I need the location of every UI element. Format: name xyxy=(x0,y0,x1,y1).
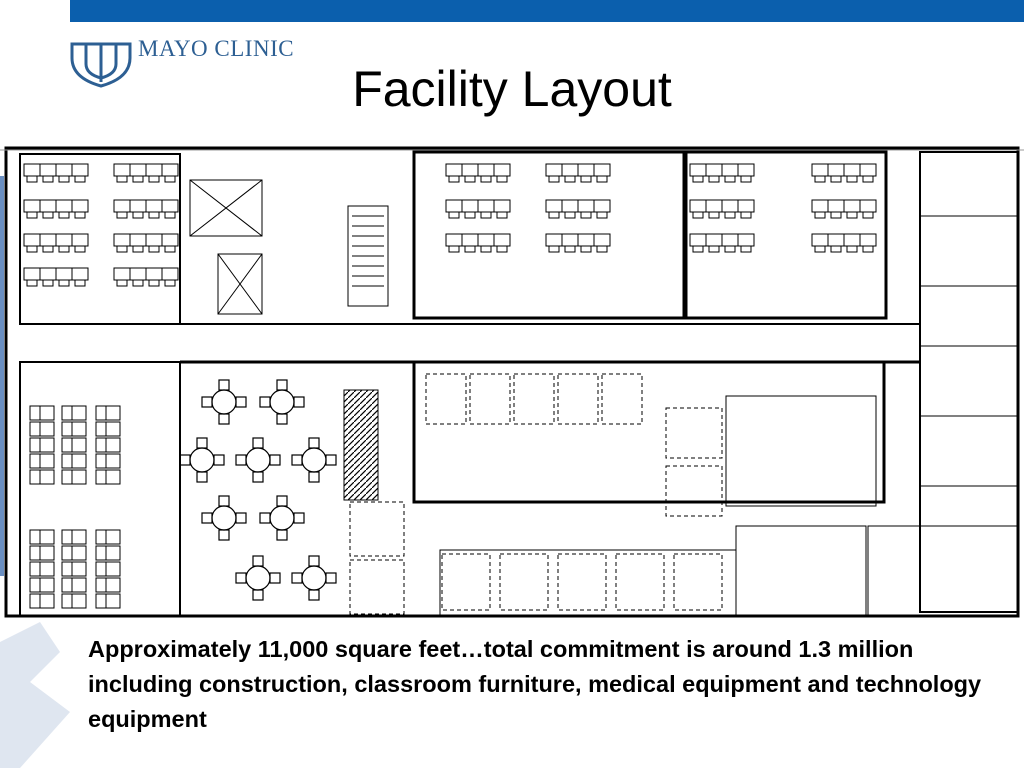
page-title: Facility Layout xyxy=(352,61,672,117)
floor-plan xyxy=(0,146,1024,620)
caption-text: Approximately 11,000 square feet…total commitment is around 1.3 million including construction, classroom furniture, medical equipment and technology equipment xyxy=(88,636,982,732)
brand-name: MAYO CLINIC xyxy=(138,36,295,61)
watermark-graphic xyxy=(0,622,80,768)
top-accent-bar xyxy=(70,0,1024,22)
